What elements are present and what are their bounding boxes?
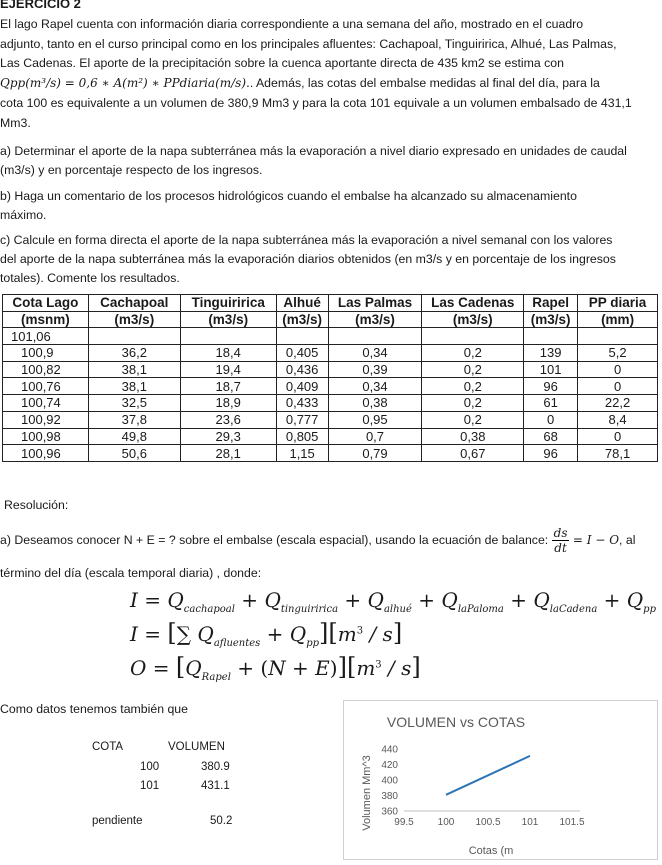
table-units-row [3,311,658,328]
question-a-line-1: a) Determinar el aporte de la napa subterránea más la evaporación a nivel diario expresado en unidades de caudal [0,144,627,158]
table-cell: 0,2 [422,395,524,412]
eq1-term-sub: tinguiririca [280,604,339,615]
table-cell: 50,6 [88,445,180,462]
table-cell: 100,82 [3,361,89,378]
chart-x-tick-label: 101.5 [559,817,585,828]
eq2-units-den: / s [369,622,393,646]
table-row [3,411,658,428]
chart-x-tick-label: 100 [437,817,455,828]
header-cell: Tinguiririca [180,295,276,312]
chart-y-tick-label: 360 [381,806,398,818]
eq3-units-exp: 3 [375,659,382,671]
table-cell: 0,79 [328,445,422,462]
unit-cell: (m3/s) [88,311,180,328]
header-cell: Las Cadenas [422,295,524,312]
eq1-term-symbol: Q [367,588,384,612]
table-cell: 0,67 [422,445,524,462]
equation-outflow: $O = [Q_{Rapel} + (N + E)][m^3 / s]$ [130,653,421,683]
table-cell: 0,777 [276,411,328,428]
eq1-terms: $Q_{cachapoal} + Q_{tinguiririca} + Q_{alhué} + Q_{laPaloma} + Q_{laCadena} + Q_{pp}$ [167,588,656,615]
table-cell [578,328,658,345]
intro-line-3: Las Cadenas. El aporte de la precipitación sobre la cuenca aportante directa de 435 km2 se estima con [0,56,564,70]
table-cell: 0,39 [328,361,422,378]
volumen-value: 380.9 [201,761,230,773]
table-cell: 8,4 [578,411,658,428]
header-cell: Las Palmas [328,295,422,312]
chart-x-tick-label: 101 [521,817,539,828]
table-cell: 18,4 [180,345,276,362]
chart-y-tick-label: 440 [381,744,398,756]
table-cell: 37,8 [88,411,180,428]
table-cell: 38,1 [88,361,180,378]
eq2-units-exp: 3 [356,625,364,637]
eq3-units-den: / s [388,656,412,680]
chart-y-tick-label: 380 [381,791,398,802]
unit-cell: (m3/s) [524,311,578,328]
balance-rhs: = I − O [572,532,620,547]
eq1-term-symbol: Q [441,588,458,612]
table-cell: 0,34 [328,378,422,395]
table-cell: 68 [524,428,578,445]
volumen-value: 431.1 [201,780,230,792]
eq3-q-sub: Rapel [201,672,231,683]
eq1-term-sub: cachapoal [183,604,235,615]
table-cell: 100,76 [3,378,89,395]
ds-dt-fraction [552,526,570,555]
table-row [3,445,658,462]
table-cell: 1,15 [276,445,328,462]
cota-value: 101 [140,780,160,792]
pendiente-value: 50.2 [210,815,233,827]
table-cell: 0,95 [328,411,422,428]
eq2-q1-sub: afluentes [213,638,261,649]
table-cell [328,328,422,345]
table-cell: 29,3 [180,428,276,445]
eq3-lhs: O [130,656,147,680]
table-cell: 100,92 [3,411,89,428]
table-cell: 0 [578,428,658,445]
chart-y-tick-label: 400 [381,775,398,787]
table-cell [276,328,328,345]
answer-a-line-1 [0,526,662,555]
table-cell: 100,96 [3,445,89,462]
unit-cell: (m3/s) [276,311,328,328]
table-cell: 96 [524,445,578,462]
chart-x-tick-label: 99.5 [394,817,414,828]
cota-value: 100 [140,761,160,773]
volumen-header: VOLUMEN [168,741,225,753]
header-cell: Alhué [276,295,328,312]
table-cell: 78,1 [578,445,658,462]
unit-cell: (m3/s) [180,311,276,328]
eq1-term-symbol: Q [533,588,550,612]
table-row [3,328,658,345]
unit-cell: (m3/s) [328,311,422,328]
table-cell: 0,7 [328,428,422,445]
intro-line-4 [0,74,662,93]
table-cell [524,328,578,345]
volumen-cotas-chart [343,700,658,860]
equation-inflow-sum: I = [∑ $Q_{afluentes} + Q_{pp}][m^3 / s]$ [130,619,403,649]
eq1-lhs: I [130,588,138,612]
intro-line-6: Mm3. [0,116,31,130]
eq1-term-sub: laCadena [549,604,598,615]
equation-inflow: $I = Q_{cachapoal} + Q_{tinguiririca} + Q_{alhué} + Q_{laPaloma} + Q_{laCadena} + Q_{pp}$ [130,588,656,615]
question-c-line-3: totales). Comente los resultados. [0,271,180,285]
unit-cell: (msnm) [3,311,89,328]
table-cell: 0 [578,378,658,395]
table-cell: 0,436 [276,361,328,378]
table-row [3,378,658,395]
table-cell: 0,34 [328,345,422,362]
question-b-line-2: máximo. [0,208,47,222]
table-cell [422,328,524,345]
eq1-term-symbol: Q [264,588,281,612]
table-cell: 36,2 [88,345,180,362]
header-cell: Cota Lago [3,295,89,312]
table-cell: 0 [578,361,658,378]
table-cell: 0,2 [422,345,524,362]
table-cell: 49,8 [88,428,180,445]
table-cell: 32,5 [88,395,180,412]
resolucion-label: Resolución: [4,498,69,512]
table-cell: 96 [524,378,578,395]
table-cell: 0,405 [276,345,328,362]
table-cell: 22,2 [578,395,658,412]
chart-y-tick-label: 420 [381,760,398,771]
table-cell: 100,98 [3,428,89,445]
table-cell: 19,4 [180,361,276,378]
table-cell: 0,2 [422,411,524,428]
intro-line-4-rest: . Además, las cotas del embalse medidas al final del día, para la [249,76,600,90]
exercise-heading: EJERCICIO 2 [0,0,81,11]
table-cell: 38,1 [88,378,180,395]
answer-a-text: a) Deseamos conocer N + E = ? sobre el embalse (escala espacial), usando la ecuación de balance: [0,532,549,547]
table-cell: 5,2 [578,345,658,362]
chart-svg [344,701,657,859]
frac-denominator: dt [554,541,567,555]
unit-cell: (mm) [578,311,658,328]
table-cell: 0,409 [276,378,328,395]
frac-numerator: ds [553,526,568,540]
table-cell: 101,06 [3,328,89,345]
pendiente-label: pendiente [92,815,143,827]
intro-line-5: cota 100 es equivalente a un volumen de 380,9 Mm3 y para la cota 101 equivale a un volumen embalsado de 431,1 [0,96,632,110]
intro-line-2: adjunto, tanto en el curso principal como en los principales afluentes: Cachapoal, Tinguiririca, Alhué, Las Palmas, [0,37,617,51]
eq1-term-symbol: Q [626,588,644,612]
hydrology-data-table [2,294,658,462]
chart-x-axis-label: Cotas (m [468,845,514,857]
table-cell: 139 [524,345,578,362]
eq1-term-symbol: Q [167,588,184,612]
table-row [3,395,658,412]
question-c-line-2: del aporte de la napa subterránea más la evaporación diarios obtenidos (en m3/s y en porcentaje de los ingresos [0,252,616,266]
chart-x-tick-label: 100.5 [475,817,501,828]
table-cell [88,328,180,345]
answer-a-suffix: , al [619,532,636,547]
eq2-lhs: I [130,622,138,646]
answer-a-line-2: término del día (escala temporal diaria) , donde: [0,566,262,580]
table-cell: 28,1 [180,445,276,462]
table-cell: 100,74 [3,395,89,412]
eq1-term-sub: alhué [383,604,412,615]
table-cell: 101 [524,361,578,378]
table-cell: 23,6 [180,411,276,428]
table-cell: 0,38 [422,428,524,445]
table-row [3,428,658,445]
table-cell [180,328,276,345]
eq1-term-sub: pp [643,604,656,615]
table-cell: 18,7 [180,378,276,395]
table-cell: 0,2 [422,378,524,395]
table-header-row [3,295,658,312]
question-c-line-1: c) Calcule en forma directa el aporte de la napa subterránea más la evaporación a nivel semanal con los valores [0,233,613,247]
unit-cell: (m3/s) [422,311,524,328]
precip-formula: Qpp(m³/s) = 0,6 ∗ A(m²) ∗ PPdiaria(m/s). [0,76,250,90]
eq2-units: m [337,622,357,646]
table-cell: 0,38 [328,395,422,412]
table-cell: 0,805 [276,428,328,445]
chart-y-axis-label: Volumen Mm^3 [361,755,373,831]
chart-title: VOLUMEN vs COTAS [386,714,526,730]
intro-line-1: El lago Rapel cuenta con información diaria correspondiente a una semana del año, mostrado en el cuadro [0,17,584,31]
eq2-q2-sub: pp [306,638,320,649]
table-row [3,345,658,362]
datos-text: Como datos tenemos también que [0,702,188,716]
chart-marks [446,756,530,795]
table-cell: 0,2 [422,361,524,378]
question-b-line-1: b) Haga un comentario de los procesos hidrológicos cuando el embalse ha alcanzado su almacenamiento [0,189,577,203]
table-cell: 0 [524,411,578,428]
header-cell: PP diaria [578,295,658,312]
header-cell: Rapel [524,295,578,312]
table-cell: 61 [524,395,578,412]
question-a-line-2: (m3/s) y en porcentaje respecto de los ingresos. [0,163,263,177]
eq3-ne: N + E [268,656,330,680]
header-cell: Cachapoal [88,295,180,312]
chart-axes [381,745,585,829]
table-cell: 18,9 [180,395,276,412]
eq1-term-sub: laPaloma [457,604,504,615]
sum-symbol: ∑ [176,622,192,646]
cota-header: COTA [92,741,124,753]
chart-series-line [446,756,530,795]
eq3-units: m [356,656,376,680]
table-cell: 100,9 [3,345,89,362]
table-row [3,361,658,378]
table-cell: 0,433 [276,395,328,412]
